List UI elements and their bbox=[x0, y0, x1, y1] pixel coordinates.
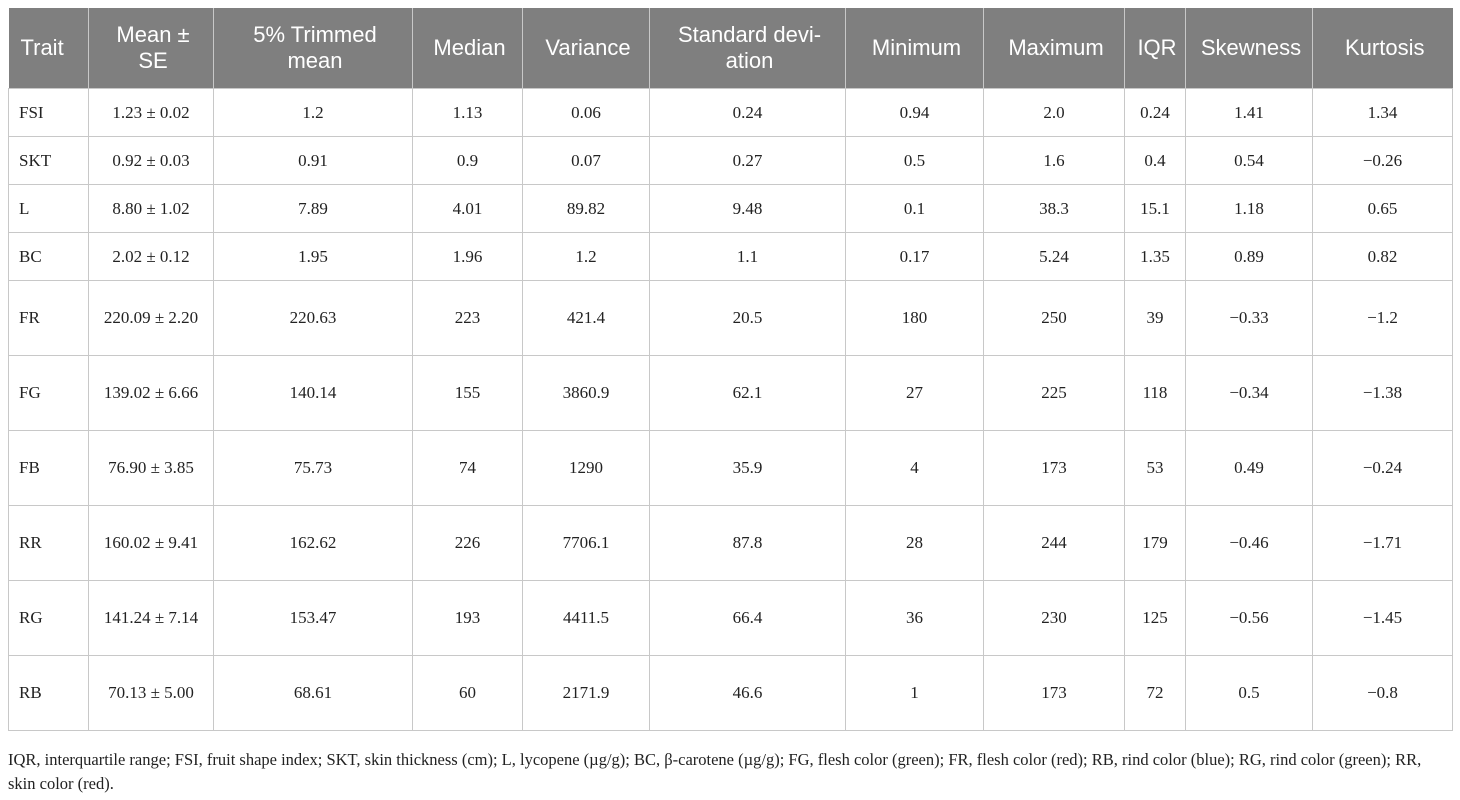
cell-maximum: 173 bbox=[984, 656, 1125, 731]
table-row bbox=[9, 506, 1453, 581]
cell-skewness: 0.5 bbox=[1186, 656, 1313, 731]
cell-median: 1.13 bbox=[413, 89, 523, 137]
cell-standard-deviation: 1.1 bbox=[650, 233, 846, 281]
cell-minimum: 0.94 bbox=[846, 89, 984, 137]
cell-iqr: 0.24 bbox=[1125, 89, 1186, 137]
cell-trait: FG bbox=[9, 356, 89, 431]
header-mean-se: Mean ± SE bbox=[89, 8, 214, 89]
cell-median: 1.96 bbox=[413, 233, 523, 281]
cell-trimmed-mean: 7.89 bbox=[214, 185, 413, 233]
header-iqr: IQR bbox=[1125, 8, 1186, 89]
cell-maximum: 250 bbox=[984, 281, 1125, 356]
cell-skewness: −0.56 bbox=[1186, 581, 1313, 656]
cell-skewness: 1.41 bbox=[1186, 89, 1313, 137]
cell-kurtosis: 1.34 bbox=[1313, 89, 1453, 137]
cell-variance: 4411.5 bbox=[523, 581, 650, 656]
cell-variance: 7706.1 bbox=[523, 506, 650, 581]
cell-mean-se: 220.09 ± 2.20 bbox=[89, 281, 214, 356]
cell-median: 74 bbox=[413, 431, 523, 506]
cell-variance: 1290 bbox=[523, 431, 650, 506]
cell-skewness: 0.89 bbox=[1186, 233, 1313, 281]
cell-standard-deviation: 0.24 bbox=[650, 89, 846, 137]
cell-standard-deviation: 9.48 bbox=[650, 185, 846, 233]
cell-maximum: 173 bbox=[984, 431, 1125, 506]
cell-median: 155 bbox=[413, 356, 523, 431]
table-row bbox=[9, 281, 1453, 356]
table-footnote: IQR, interquartile range; FSI, fruit shape index; SKT, skin thickness (cm); L, lycopene (µg/g); BC, β-carotene (µg/g); FG, flesh color (green); FR, flesh color (red); RB, rind color (blue); RG, rind color (green); RR, skin color (red). bbox=[8, 750, 1422, 793]
table-row bbox=[9, 656, 1453, 731]
cell-standard-deviation: 46.6 bbox=[650, 656, 846, 731]
cell-maximum: 225 bbox=[984, 356, 1125, 431]
cell-mean-se: 0.92 ± 0.03 bbox=[89, 137, 214, 185]
cell-median: 193 bbox=[413, 581, 523, 656]
cell-kurtosis: −1.71 bbox=[1313, 506, 1453, 581]
cell-minimum: 0.1 bbox=[846, 185, 984, 233]
cell-trimmed-mean: 140.14 bbox=[214, 356, 413, 431]
cell-median: 60 bbox=[413, 656, 523, 731]
cell-minimum: 1 bbox=[846, 656, 984, 731]
cell-iqr: 0.4 bbox=[1125, 137, 1186, 185]
cell-maximum: 5.24 bbox=[984, 233, 1125, 281]
header-kurtosis: Kurtosis bbox=[1313, 8, 1453, 89]
cell-trimmed-mean: 0.91 bbox=[214, 137, 413, 185]
cell-trait: FB bbox=[9, 431, 89, 506]
header-standard-deviation: Standard devi-ation bbox=[650, 8, 846, 89]
cell-iqr: 118 bbox=[1125, 356, 1186, 431]
cell-standard-deviation: 20.5 bbox=[650, 281, 846, 356]
cell-iqr: 39 bbox=[1125, 281, 1186, 356]
cell-minimum: 27 bbox=[846, 356, 984, 431]
cell-maximum: 2.0 bbox=[984, 89, 1125, 137]
cell-kurtosis: −1.45 bbox=[1313, 581, 1453, 656]
cell-minimum: 28 bbox=[846, 506, 984, 581]
cell-kurtosis: 0.82 bbox=[1313, 233, 1453, 281]
cell-trait: FSI bbox=[9, 89, 89, 137]
table-row bbox=[9, 137, 1453, 185]
header-minimum: Minimum bbox=[846, 8, 984, 89]
cell-trimmed-mean: 68.61 bbox=[214, 656, 413, 731]
cell-trait: RB bbox=[9, 656, 89, 731]
table-row bbox=[9, 356, 1453, 431]
cell-maximum: 1.6 bbox=[984, 137, 1125, 185]
header-trimmed-mean: 5% Trimmed mean bbox=[214, 8, 413, 89]
cell-iqr: 15.1 bbox=[1125, 185, 1186, 233]
cell-skewness: 0.54 bbox=[1186, 137, 1313, 185]
table-body bbox=[9, 89, 1453, 731]
cell-minimum: 180 bbox=[846, 281, 984, 356]
cell-maximum: 244 bbox=[984, 506, 1125, 581]
table-row bbox=[9, 89, 1453, 137]
cell-kurtosis: 0.65 bbox=[1313, 185, 1453, 233]
cell-skewness: −0.33 bbox=[1186, 281, 1313, 356]
cell-variance: 89.82 bbox=[523, 185, 650, 233]
cell-iqr: 125 bbox=[1125, 581, 1186, 656]
cell-skewness: 1.18 bbox=[1186, 185, 1313, 233]
cell-minimum: 36 bbox=[846, 581, 984, 656]
cell-trimmed-mean: 220.63 bbox=[214, 281, 413, 356]
cell-trimmed-mean: 75.73 bbox=[214, 431, 413, 506]
header-median: Median bbox=[413, 8, 523, 89]
cell-mean-se: 1.23 ± 0.02 bbox=[89, 89, 214, 137]
cell-kurtosis: −0.26 bbox=[1313, 137, 1453, 185]
cell-mean-se: 8.80 ± 1.02 bbox=[89, 185, 214, 233]
cell-kurtosis: −1.2 bbox=[1313, 281, 1453, 356]
cell-variance: 421.4 bbox=[523, 281, 650, 356]
cell-median: 0.9 bbox=[413, 137, 523, 185]
statistics-table bbox=[8, 8, 1453, 731]
cell-iqr: 1.35 bbox=[1125, 233, 1186, 281]
cell-variance: 0.06 bbox=[523, 89, 650, 137]
cell-trimmed-mean: 153.47 bbox=[214, 581, 413, 656]
cell-trimmed-mean: 1.2 bbox=[214, 89, 413, 137]
cell-mean-se: 141.24 ± 7.14 bbox=[89, 581, 214, 656]
cell-mean-se: 70.13 ± 5.00 bbox=[89, 656, 214, 731]
header-row bbox=[9, 8, 1453, 89]
cell-iqr: 179 bbox=[1125, 506, 1186, 581]
cell-mean-se: 2.02 ± 0.12 bbox=[89, 233, 214, 281]
cell-standard-deviation: 66.4 bbox=[650, 581, 846, 656]
cell-skewness: −0.34 bbox=[1186, 356, 1313, 431]
cell-mean-se: 160.02 ± 9.41 bbox=[89, 506, 214, 581]
header-maximum: Maximum bbox=[984, 8, 1125, 89]
cell-minimum: 0.17 bbox=[846, 233, 984, 281]
cell-trait: SKT bbox=[9, 137, 89, 185]
cell-skewness: 0.49 bbox=[1186, 431, 1313, 506]
cell-skewness: −0.46 bbox=[1186, 506, 1313, 581]
cell-minimum: 4 bbox=[846, 431, 984, 506]
header-trait: Trait bbox=[9, 8, 89, 89]
header-skewness: Skewness bbox=[1186, 8, 1313, 89]
cell-mean-se: 139.02 ± 6.66 bbox=[89, 356, 214, 431]
cell-mean-se: 76.90 ± 3.85 bbox=[89, 431, 214, 506]
cell-trimmed-mean: 162.62 bbox=[214, 506, 413, 581]
cell-variance: 3860.9 bbox=[523, 356, 650, 431]
cell-median: 223 bbox=[413, 281, 523, 356]
cell-kurtosis: −1.38 bbox=[1313, 356, 1453, 431]
cell-trait: BC bbox=[9, 233, 89, 281]
cell-trait: FR bbox=[9, 281, 89, 356]
cell-trait: RG bbox=[9, 581, 89, 656]
cell-standard-deviation: 62.1 bbox=[650, 356, 846, 431]
cell-minimum: 0.5 bbox=[846, 137, 984, 185]
cell-trimmed-mean: 1.95 bbox=[214, 233, 413, 281]
cell-maximum: 38.3 bbox=[984, 185, 1125, 233]
cell-kurtosis: −0.24 bbox=[1313, 431, 1453, 506]
cell-variance: 2171.9 bbox=[523, 656, 650, 731]
table-row bbox=[9, 581, 1453, 656]
cell-standard-deviation: 87.8 bbox=[650, 506, 846, 581]
cell-variance: 1.2 bbox=[523, 233, 650, 281]
cell-median: 226 bbox=[413, 506, 523, 581]
cell-standard-deviation: 35.9 bbox=[650, 431, 846, 506]
table-row bbox=[9, 431, 1453, 506]
cell-maximum: 230 bbox=[984, 581, 1125, 656]
cell-iqr: 72 bbox=[1125, 656, 1186, 731]
cell-variance: 0.07 bbox=[523, 137, 650, 185]
table-row bbox=[9, 185, 1453, 233]
cell-trait: RR bbox=[9, 506, 89, 581]
cell-kurtosis: −0.8 bbox=[1313, 656, 1453, 731]
statistics-table-container bbox=[8, 8, 1452, 731]
cell-median: 4.01 bbox=[413, 185, 523, 233]
cell-standard-deviation: 0.27 bbox=[650, 137, 846, 185]
header-variance: Variance bbox=[523, 8, 650, 89]
table-row bbox=[9, 233, 1453, 281]
cell-iqr: 53 bbox=[1125, 431, 1186, 506]
cell-trait: L bbox=[9, 185, 89, 233]
